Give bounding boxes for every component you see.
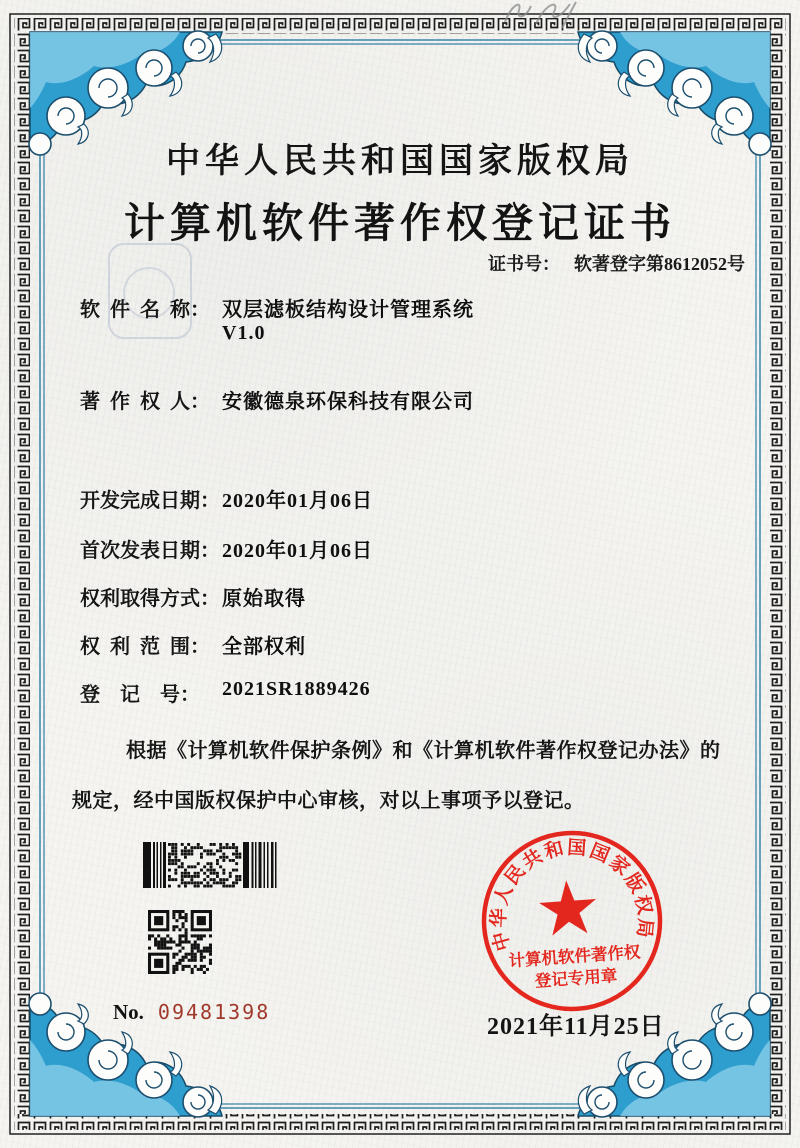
seal-ring-text: 中华人民共和国国家版权局 — [488, 837, 656, 953]
field-label-dev-complete-date: 开发完成日期： — [80, 490, 220, 512]
field-label-right-acquisition: 权利取得方式： — [80, 588, 220, 610]
certificate-number-value: 软著登字第8612052号 — [574, 254, 745, 274]
field-value-software-version: V1.0 — [222, 322, 266, 344]
qr-code — [148, 910, 212, 974]
issuer-title: 中华人民共和国国家版权局 — [166, 143, 634, 180]
certificate-number-label: 证书号： — [488, 254, 560, 274]
field-value-first-publish-date: 2020年01月06日 — [222, 540, 373, 562]
barcode-2d — [143, 842, 278, 888]
field-label-copyright-owner: 著 作 权 人： — [80, 391, 210, 413]
serial-number-row — [113, 1000, 270, 1025]
field-value-dev-complete-date: 2020年01月06日 — [222, 490, 373, 512]
field-value-right-acquisition: 原始取得 — [222, 588, 306, 610]
outer-border-line — [10, 14, 790, 1134]
field-value-copyright-owner: 安徽德泉环保科技有限公司 — [222, 391, 474, 413]
field-label-first-publish-date: 首次发表日期： — [80, 540, 220, 562]
registration-statement: 根据《计算机软件保护条例》和《计算机软件著作权登记办法》的规定，经中国版权保护中心审核，对以上事项予以登记。 — [72, 740, 721, 812]
field-label-software-name: 软 件 名 称： — [80, 299, 210, 321]
qr-modules — [148, 910, 212, 974]
certificate-title: 计算机软件著作权登记证书 — [124, 200, 676, 246]
field-value-right-scope: 全部权利 — [222, 636, 306, 658]
seal-star-icon — [538, 878, 599, 936]
serial-number-value: 09481398 — [157, 1000, 271, 1024]
serial-number-label: No. — [113, 1000, 144, 1024]
field-label-registration-number: 登 记 号： — [80, 684, 200, 706]
field-label-right-scope: 权 利 范 围： — [80, 636, 210, 658]
seal-line2: 登记专用章 — [534, 966, 618, 991]
certificate-number-row — [488, 250, 745, 276]
embossed-stamp — [108, 243, 192, 339]
field-value-registration-number: 2021SR1889426 — [222, 678, 371, 700]
barcode-modules — [143, 842, 277, 888]
issue-date: 2021年11月25日 — [487, 1014, 665, 1040]
seal-line1: 计算机软件著作权 — [507, 942, 641, 971]
field-value-software-name: 双层滤板结构设计管理系统 — [222, 299, 474, 321]
official-seal — [477, 826, 667, 1016]
